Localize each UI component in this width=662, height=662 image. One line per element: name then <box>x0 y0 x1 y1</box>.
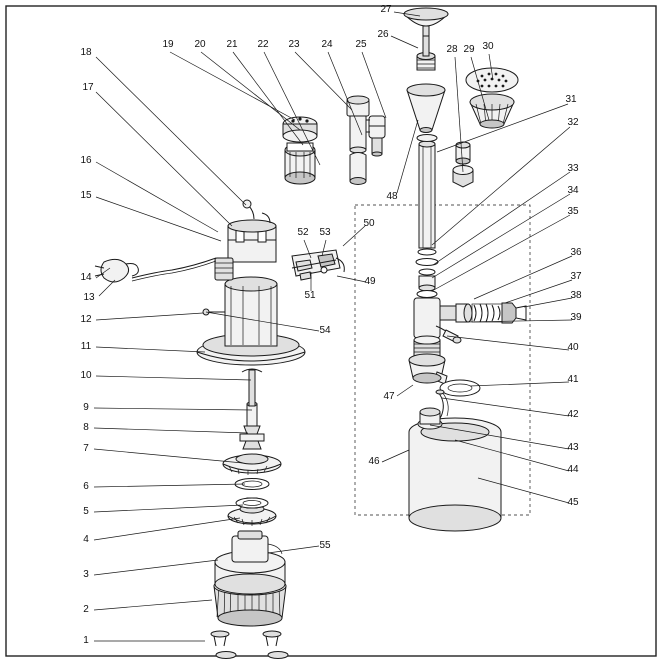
part-52-switch-bracket <box>292 250 344 280</box>
callout-52: 52 <box>297 227 309 238</box>
callout-42: 42 <box>567 409 579 420</box>
callout-7: 7 <box>83 443 89 454</box>
callout-50: 50 <box>363 218 375 229</box>
callout-27: 27 <box>380 4 392 15</box>
part-5-seal-ring <box>236 498 268 508</box>
callout-31: 31 <box>565 94 577 105</box>
part-31-riser-tube <box>417 135 437 249</box>
callout-39: 39 <box>570 312 582 323</box>
callout-23: 23 <box>288 39 300 50</box>
part-12-motor-body <box>203 277 277 346</box>
part-23-valve-tube <box>347 96 385 185</box>
callout-9: 9 <box>83 402 89 413</box>
part-16-top-cap <box>215 200 276 280</box>
callout-51: 51 <box>304 290 316 301</box>
part-26-collar <box>417 34 435 70</box>
part-32-washer-stack <box>416 249 438 298</box>
callout-40: 40 <box>567 342 579 353</box>
callout-12: 12 <box>80 314 92 325</box>
callout-14: 14 <box>80 272 92 283</box>
part-30-perforated-disc <box>466 68 518 128</box>
callout-34: 34 <box>567 185 579 196</box>
callout-55: 55 <box>319 540 331 551</box>
part-45-tank <box>409 408 501 531</box>
callout-22: 22 <box>257 39 269 50</box>
part-25-cone <box>407 84 445 133</box>
callout-13: 13 <box>83 292 95 303</box>
part-8-coupling <box>240 426 264 449</box>
callout-48: 48 <box>386 191 398 202</box>
callout-2: 2 <box>83 604 89 615</box>
callout-36: 36 <box>570 247 582 258</box>
callout-33: 33 <box>567 163 579 174</box>
part-3-volute-housing <box>215 531 285 594</box>
callout-16: 16 <box>80 155 92 166</box>
callout-20: 20 <box>194 39 206 50</box>
callout-32: 32 <box>567 117 579 128</box>
part-40-lower-collar <box>409 336 447 384</box>
callout-26: 26 <box>377 29 389 40</box>
part-41-gasket <box>440 380 480 396</box>
part-10-motor-shaft <box>242 369 262 406</box>
callout-47: 47 <box>383 391 395 402</box>
callout-25: 25 <box>355 39 367 50</box>
callout-18: 18 <box>80 47 92 58</box>
callout-21: 21 <box>226 39 238 50</box>
callout-29: 29 <box>463 44 475 55</box>
callout-5: 5 <box>83 506 89 517</box>
callout-6: 6 <box>83 481 89 492</box>
callout-3: 3 <box>83 569 89 580</box>
part-14-power-plug <box>95 258 216 282</box>
callout-10: 10 <box>80 370 92 381</box>
callout-43: 43 <box>567 442 579 453</box>
callout-44: 44 <box>567 464 579 475</box>
callout-11: 11 <box>80 341 92 352</box>
callout-41: 41 <box>567 374 579 385</box>
callout-1: 1 <box>83 635 89 646</box>
diagram-border <box>6 6 656 656</box>
callout-24: 24 <box>321 39 333 50</box>
callout-35: 35 <box>567 206 579 217</box>
callout-53: 53 <box>319 227 331 238</box>
callout-28: 28 <box>446 44 458 55</box>
callout-19: 19 <box>162 39 174 50</box>
callout-38: 38 <box>570 290 582 301</box>
callout-4: 4 <box>83 534 89 545</box>
part-27-head <box>404 8 448 36</box>
part-28-bushing <box>456 142 470 164</box>
callout-15: 15 <box>80 190 92 201</box>
callout-37: 37 <box>570 271 582 282</box>
callout-54: 54 <box>319 325 331 336</box>
part-38-spring <box>472 304 502 322</box>
part-21-filter-body <box>285 143 315 184</box>
part-7-diffuser <box>223 454 281 475</box>
callout-8: 8 <box>83 422 89 433</box>
callout-30: 30 <box>482 41 494 52</box>
callout-45: 45 <box>567 497 579 508</box>
callout-17: 17 <box>82 82 94 93</box>
callout-49: 49 <box>364 276 376 287</box>
part-1-feet <box>211 631 288 659</box>
callout-46: 46 <box>368 456 380 467</box>
